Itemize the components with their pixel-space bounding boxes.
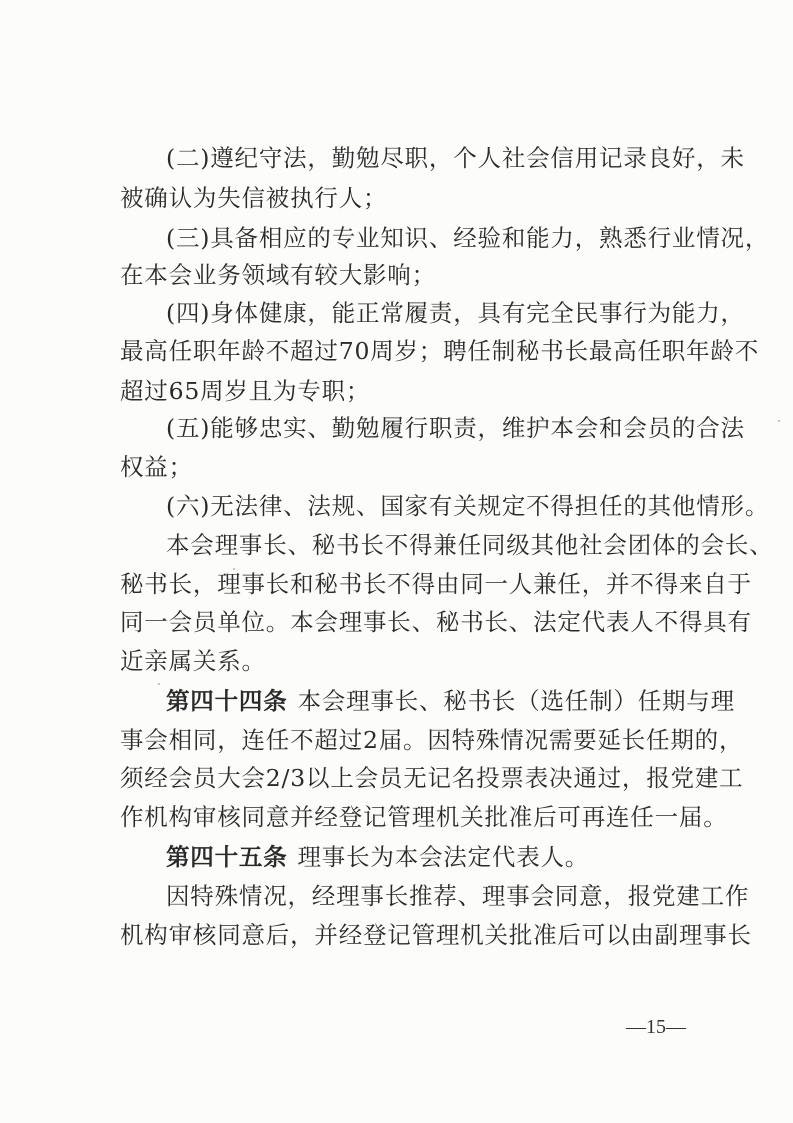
- text-line-9: 权益；: [120, 453, 193, 481]
- article-45-text: 理事长为本会法定代表人。: [297, 843, 590, 871]
- article-44-text: 本会理事长、秘书长（选任制）任期与理: [297, 687, 735, 715]
- text-line-2: 被确认为失信被执行人；: [120, 184, 388, 212]
- text-line-7: 超过65周岁且为专职；: [120, 377, 371, 405]
- text-line-16: 事会相同，连任不超过2届。因特殊情况需要延长任期的，: [120, 726, 744, 754]
- text-line-3: (三)具备相应的专业知识、经验和能力，熟悉行业情况，: [166, 224, 770, 252]
- text-line-21: 机构审核同意后，并经登记管理机关批准后可以由副理事长: [120, 921, 752, 949]
- text-line-8: (五)能够忠实、勤勉履行职责，维护本会和会员的合法: [166, 414, 745, 442]
- text-line-1: (二)遵纪守法，勤勉尽职，个人社会信用记录良好，未: [166, 144, 745, 172]
- text-line-6: 最高任职年龄不超过70周岁；聘任制秘书长最高任职年龄不: [120, 337, 760, 365]
- scan-speck: [778, 420, 780, 422]
- article-45-line: [166, 843, 590, 871]
- text-line-5: (四)身体健康，能正常履责，具有完全民事行为能力，: [166, 299, 745, 327]
- text-line-11: 本会理事长、秘书长不得兼任同级其他社会团体的会长、: [166, 531, 774, 559]
- article-44-line: [166, 687, 735, 715]
- article-44-heading: 第四十四条: [166, 687, 288, 715]
- page-number: —15—: [626, 1016, 686, 1038]
- scan-speck: [158, 683, 160, 685]
- scan-speck: [233, 568, 235, 570]
- text-line-18: 作机构审核同意并经登记管理机关批准后可再连任一届。: [120, 803, 728, 831]
- text-line-20: 因特殊情况，经理事长推荐、理事会同意，报党建工作: [166, 882, 750, 910]
- article-45-heading: 第四十五条: [166, 843, 288, 871]
- text-line-12: 秘书长，理事长和秘书长不得由同一人兼任，并不得来自于: [120, 570, 752, 598]
- text-line-4: 在本会业务领域有较大影响；: [120, 261, 436, 289]
- text-line-14: 近亲属关系。: [120, 647, 266, 675]
- text-line-10: (六)无法律、法规、国家有关规定不得担任的其他情形。: [166, 492, 770, 520]
- text-line-17: 须经会员大会2/3以上会员无记名投票表决通过，报党建工: [120, 764, 744, 792]
- text-line-13: 同一会员单位。本会理事长、秘书长、法定代表人不得具有: [120, 608, 752, 636]
